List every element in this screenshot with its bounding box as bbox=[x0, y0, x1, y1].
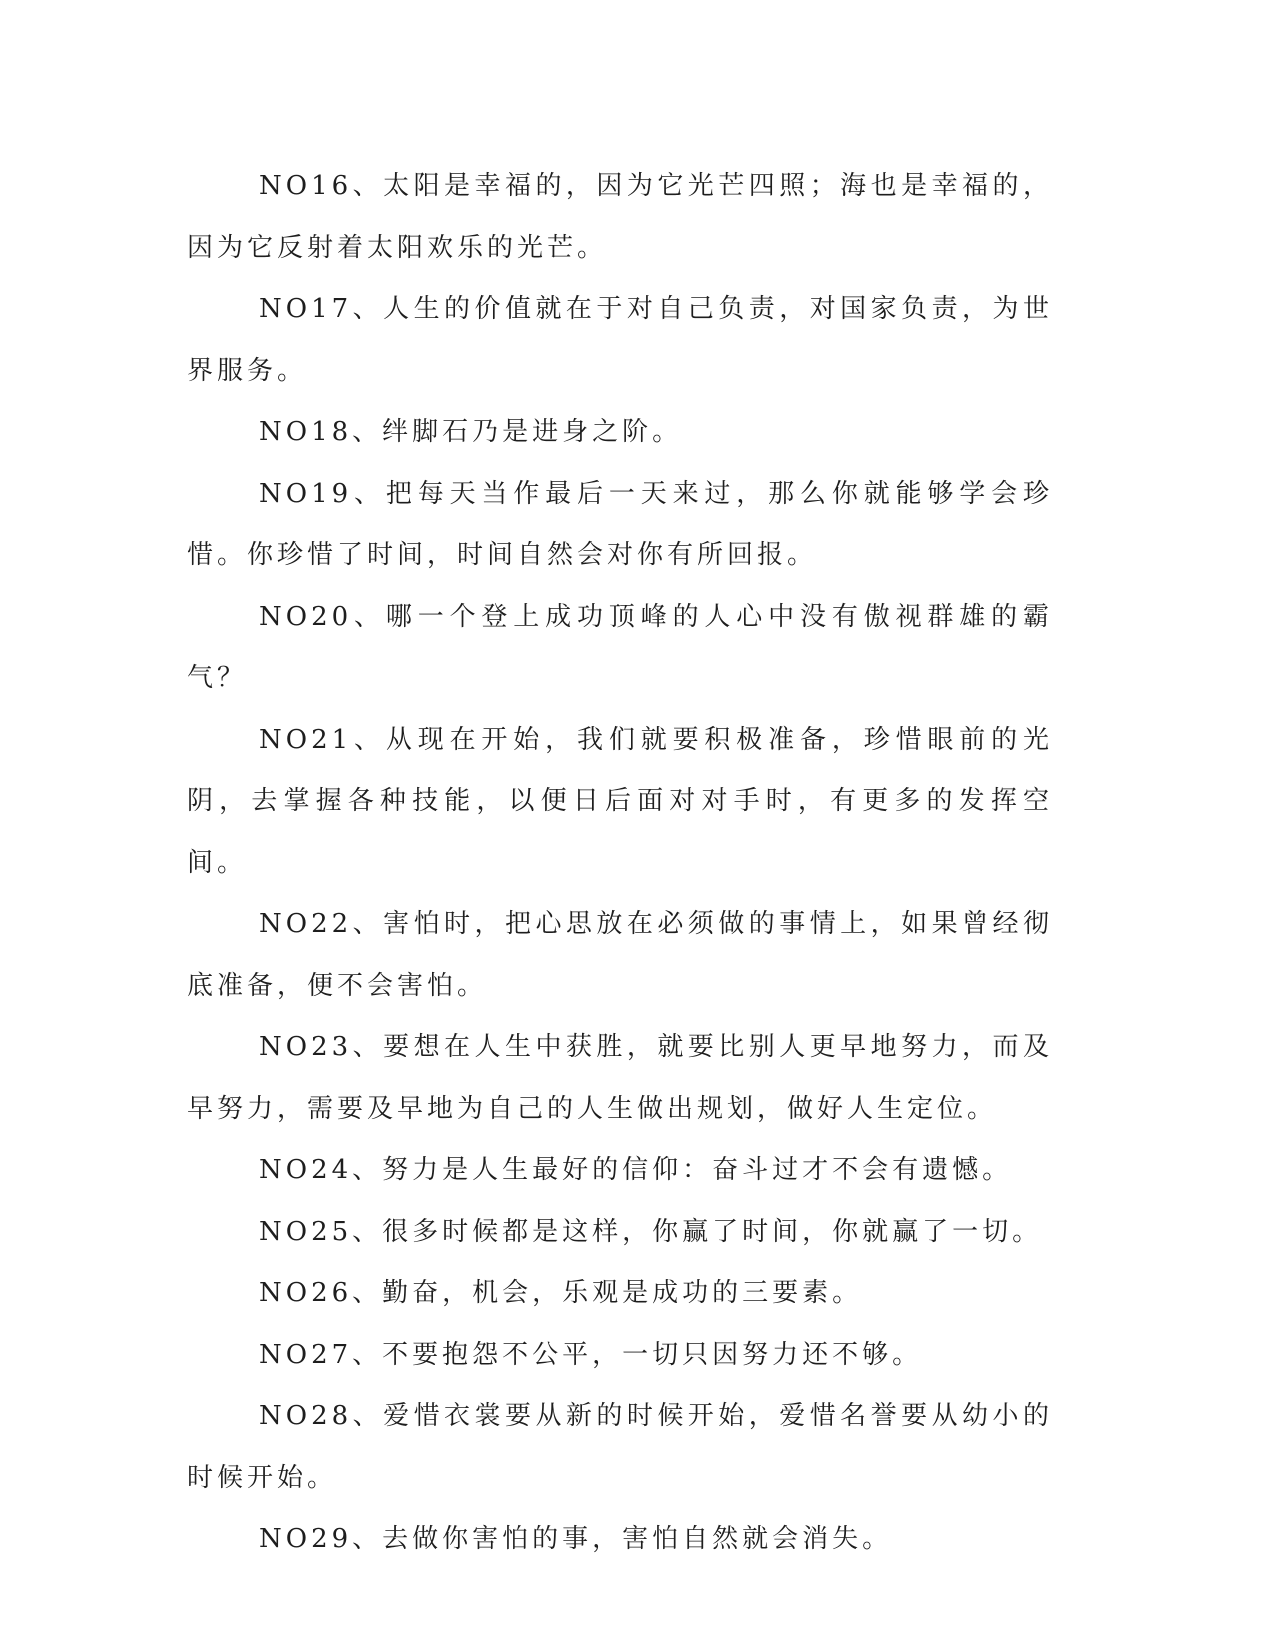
quote-paragraph-25: NO25、很多时候都是这样，你赢了时间，你就赢了一切。 bbox=[259, 1216, 1043, 1247]
quote-paragraph-24: NO24、努力是人生最好的信仰：奋斗过才不会有遗憾。 bbox=[259, 1155, 1013, 1185]
quote-paragraph-26: NO26、勤奋，机会，乐观是成功的三要素。 bbox=[259, 1278, 863, 1308]
quote-paragraph-21: NO21、从现在开始，我们就要积极准备，珍惜眼前的光阴，去掌握各种技能，以便日后面对对手时，有更多的发挥空间。 bbox=[187, 724, 1053, 878]
quote-paragraph-19: NO19、把每天当作最后一天来过，那么你就能够学会珍惜。你珍惜了时间，时间自然会对你有所回报。 bbox=[187, 478, 1053, 570]
quote-paragraph-18: NO18、绊脚石乃是进身之阶。 bbox=[259, 417, 683, 447]
quote-paragraph-28: NO28、爱惜衣裳要从新的时候开始，爱惜名誉要从幼小的时候开始。 bbox=[187, 1401, 1053, 1493]
quote-paragraph-27: NO27、不要抱怨不公平，一切只因努力还不够。 bbox=[259, 1339, 923, 1370]
quote-paragraph-29: NO29、去做你害怕的事，害怕自然就会消失。 bbox=[259, 1524, 893, 1554]
quote-paragraph-20: NO20、哪一个登上成功顶峰的人心中没有傲视群雄的霸气？ bbox=[187, 601, 1053, 693]
quote-paragraph-17: NO17、人生的价值就在于对自己负责，对国家负责，为世界服务。 bbox=[187, 294, 1053, 386]
quote-paragraph-23: NO23、要想在人生中获胜，就要比别人更早地努力，而及早努力，需要及早地为自己的人生做出规划，做好人生定位。 bbox=[187, 1032, 1053, 1124]
quote-paragraph-22: NO22、害怕时，把心思放在必须做的事情上，如果曾经彻底准备，便不会害怕。 bbox=[187, 909, 1053, 1001]
document-body bbox=[187, 156, 1053, 1571]
quote-paragraph-16: NO16、太阳是幸福的，因为它光芒四照；海也是幸福的，因为它反射着太阳欢乐的光芒。 bbox=[187, 171, 1053, 263]
